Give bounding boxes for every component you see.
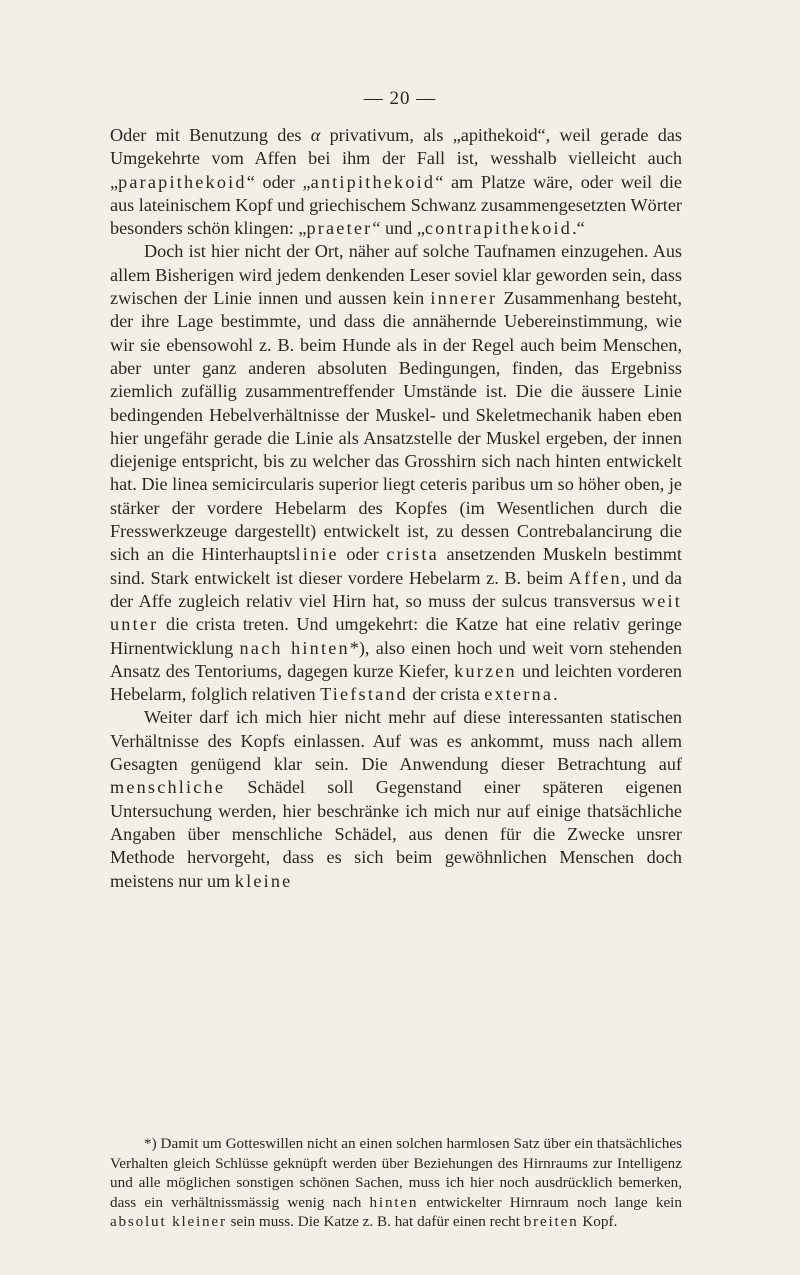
spaced-emphasis: nach hinten	[239, 637, 350, 658]
text-run: Doch ist hier nicht der Ort, näher auf solche Taufnamen einzugehen. Aus allem Bisherigen wird jedem denkenden Leser soviel klar geworden sein, dass zwischen der Linie innen und aussen kein	[110, 241, 682, 309]
text-run: *) Damit um Gotteswillen nicht an einen solchen harmlosen Satz über ein thatsächliches Verhalten gleich Schlüsse geknüpft werden über Beziehungen des Hirnraums zur Intelligenz und alle möglichen sonstigen schönen Sachen, muss ich hier noch ausdrücklich bemerken, dass ein verhältnissmässig wenig nach	[110, 1135, 682, 1211]
text-run: .“	[572, 218, 585, 239]
text-run: , und da der Affe zugleich relativ viel Hirn hat, so muss der sulcus transversus	[110, 567, 682, 611]
spaced-emphasis: Tiefstand	[320, 684, 408, 705]
text-run: Oder mit Benutzung des	[110, 125, 311, 145]
text-run: ansetzenden Muskeln bestimmt sind. Stark entwickelt ist dieser vordere Hebelarm z. B. beim	[110, 544, 682, 588]
text-run: Zusammenhang besteht, der ihre Lage bestimmte, und dass die annähernde Uebereinstimmung, wie wir sie ebensowohl z. B. beim Hunde als in der Regel auch beim Menschen, aber unter ganz anderen absoluten Bedingungen, finden, das Ergebniss ziemlich zufällig zusammentreffender Umstände ist. Die die äussere Linie bedingenden Hebelverhältnisse der Muskel- und Skeletmechanik haben eben hier ungefähr gerade die Linie als Ansatzstelle der Muskel ergeben, der innen diejenige entspricht, bis zu welcher das Grosshirn sich nach hinten entwickelt hat. Die linea semicircularis superior liegt ceteris paribus um so höher oben, je stärker der vordere Hebelarm des Kopfes (im Wesentlichen durch die Fresswerkzeuge dargestellt) entwickelt ist, zu dessen Contrebalancirung die sich an die Hinterhaupts	[110, 288, 683, 565]
text-run: und leichten vorderen Hebelarm, folglich relativen	[110, 660, 682, 705]
spaced-emphasis: weit unter	[110, 590, 682, 635]
spaced-emphasis: antipithekoid	[310, 171, 436, 192]
text-run: “ oder „	[246, 171, 311, 192]
footnote	[110, 1134, 682, 1232]
spaced-emphasis: Affen	[568, 567, 622, 588]
footnote-text	[110, 1134, 682, 1232]
text-run: die crista treten. Und umgekehrt: die Katze hat eine relativ geringe Hirnentwicklung	[110, 614, 682, 658]
spaced-emphasis: praeter	[306, 218, 373, 239]
paragraph-2	[110, 240, 682, 706]
spaced-emphasis: hinten	[369, 1193, 419, 1211]
spaced-emphasis: linie	[295, 544, 339, 565]
text-run: oder	[338, 544, 387, 565]
paragraph-3	[110, 706, 682, 892]
text-run: *), also einen hoch und weit vorn stehenden Ansatz des Tentoriums, dagegen kurze Kiefer,	[110, 637, 683, 681]
spaced-emphasis: kurzen	[454, 660, 517, 681]
spaced-emphasis: contrapithekoid	[424, 218, 573, 239]
text-run: Schädel soll Gegenstand einer späteren eigenen Untersuchung werden, hier beschränke ich mich nur auf einige thatsächliche Angaben über menschliche Schädel, aus denen für die Zwecke unsrer Methode hervorgeht, dass es sich beim gewöhnlichen Menschen doch meistens nur um	[110, 777, 682, 891]
text-run: sein muss. Die Katze z. B. hat dafür einen recht	[226, 1213, 524, 1231]
text-run: der crista	[407, 684, 485, 705]
spaced-emphasis: breiten	[523, 1213, 579, 1231]
text-run: entwickelter Hirnraum noch lange kein	[418, 1193, 682, 1211]
page-number: — 20 —	[363, 88, 437, 109]
spaced-emphasis: parapithekoid	[118, 171, 247, 192]
spaced-emphasis: innerer	[430, 288, 498, 309]
text-run: privativum, als „apithekoid“, weil gerade das Umgekehrte vom Affen bei ihm der Fall ist, wesshalb vielleicht auch „	[110, 125, 683, 192]
spaced-emphasis: menschliche	[110, 777, 226, 798]
body-text	[110, 124, 682, 893]
text-run: “ am Platze wäre, oder weil die aus lateinischem Kopf und griechischem Schwanz zusammengesetzten Wörter besonders schön klingen: „	[110, 171, 682, 239]
text-run: Weiter darf ich mich hier nicht mehr auf diese interessanten statischen Verhältnisse des Kopfs einlassen. Auf was es ankommt, muss nach allem Gesagten genügend klar sein. Die Anwendung dieser Betrachtung auf	[110, 707, 682, 775]
paragraph-1	[110, 124, 682, 240]
spaced-emphasis: absolut kleiner	[110, 1213, 227, 1231]
spaced-emphasis: crista	[386, 544, 439, 565]
text-run: Kopf.	[578, 1213, 618, 1231]
italic-text: α	[310, 125, 321, 145]
spaced-emphasis: externa	[484, 684, 554, 705]
spaced-emphasis: kleine	[234, 870, 293, 891]
text-run: .	[553, 684, 558, 705]
text-run: “ und „	[372, 218, 425, 239]
